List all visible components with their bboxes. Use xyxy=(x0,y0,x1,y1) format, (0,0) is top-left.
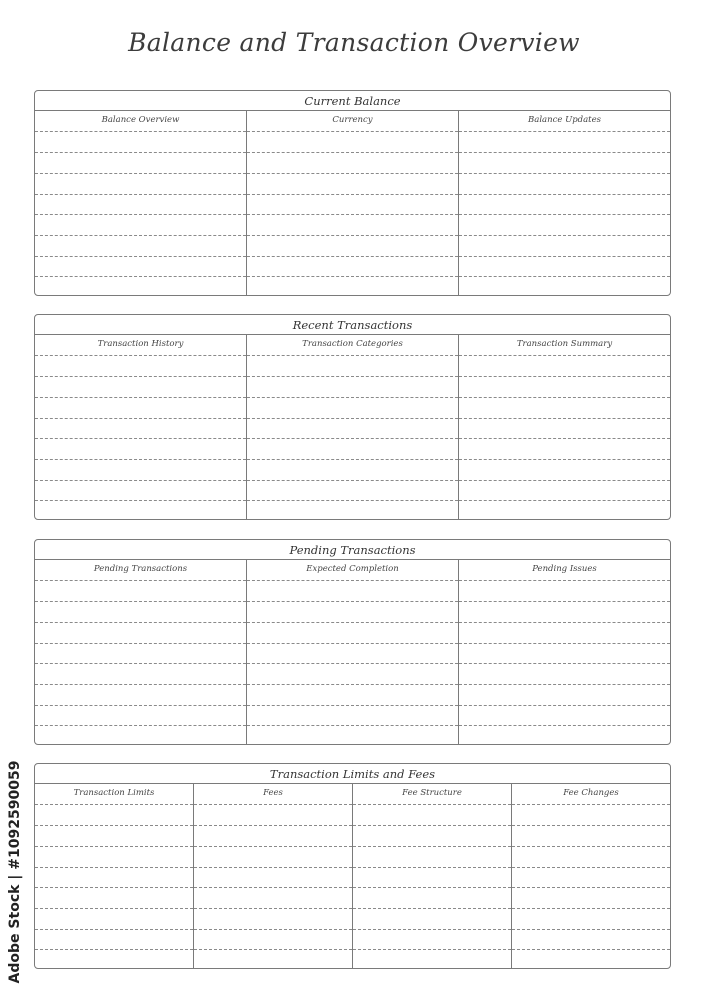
writing-line xyxy=(459,622,670,623)
writing-lines xyxy=(459,111,670,295)
writing-line xyxy=(459,214,670,215)
writing-line xyxy=(35,194,246,195)
writing-line xyxy=(35,622,246,623)
writing-line xyxy=(194,929,352,930)
stock-watermark xyxy=(4,752,26,992)
writing-line xyxy=(247,214,458,215)
writing-line xyxy=(247,173,458,174)
writing-line xyxy=(247,705,458,706)
writing-line xyxy=(459,580,670,581)
writing-line xyxy=(512,929,670,930)
writing-line xyxy=(35,663,246,664)
writing-line xyxy=(194,867,352,868)
writing-line xyxy=(512,867,670,868)
column xyxy=(247,560,459,744)
writing-line xyxy=(512,887,670,888)
writing-line xyxy=(35,418,246,419)
writing-line xyxy=(35,867,193,868)
writing-line xyxy=(35,355,246,356)
column-header: Pending Issues xyxy=(532,564,597,574)
writing-line xyxy=(353,887,511,888)
writing-line xyxy=(353,949,511,950)
writing-line xyxy=(247,194,458,195)
writing-line xyxy=(247,500,458,501)
column-header: Fee Changes xyxy=(563,788,619,798)
writing-lines xyxy=(35,335,246,519)
writing-line xyxy=(247,725,458,726)
writing-line xyxy=(459,459,670,460)
section-title: Current Balance xyxy=(35,91,670,111)
writing-line xyxy=(353,804,511,805)
writing-lines xyxy=(247,335,458,519)
writing-line xyxy=(247,152,458,153)
writing-line xyxy=(247,256,458,257)
writing-line xyxy=(459,480,670,481)
column-header: Fee Structure xyxy=(402,788,462,798)
writing-line xyxy=(35,949,193,950)
writing-line xyxy=(35,684,246,685)
writing-line xyxy=(512,846,670,847)
writing-line xyxy=(35,825,193,826)
writing-lines xyxy=(247,560,458,744)
writing-line xyxy=(459,500,670,501)
writing-line xyxy=(247,480,458,481)
writing-line xyxy=(459,235,670,236)
column xyxy=(35,560,247,744)
writing-line xyxy=(35,276,246,277)
writing-line xyxy=(194,949,352,950)
writing-line xyxy=(459,131,670,132)
writing-lines xyxy=(35,784,193,968)
writing-line xyxy=(35,601,246,602)
column xyxy=(247,335,459,519)
writing-line xyxy=(459,601,670,602)
writing-line xyxy=(35,908,193,909)
writing-line xyxy=(353,825,511,826)
writing-line xyxy=(247,131,458,132)
writing-line xyxy=(35,725,246,726)
writing-line xyxy=(194,908,352,909)
section-transaction-limits-fees xyxy=(34,763,671,969)
writing-line xyxy=(35,397,246,398)
writing-line xyxy=(247,663,458,664)
writing-line xyxy=(247,376,458,377)
writing-line xyxy=(35,438,246,439)
writing-line xyxy=(35,376,246,377)
writing-line xyxy=(512,825,670,826)
writing-line xyxy=(35,846,193,847)
writing-line xyxy=(247,580,458,581)
writing-lines xyxy=(194,784,352,968)
writing-line xyxy=(459,663,670,664)
writing-line xyxy=(353,846,511,847)
section-title: Recent Transactions xyxy=(35,315,670,335)
column xyxy=(459,111,670,295)
writing-line xyxy=(35,643,246,644)
column-header: Balance Updates xyxy=(528,115,601,125)
column xyxy=(247,111,459,295)
writing-line xyxy=(512,908,670,909)
writing-line xyxy=(247,438,458,439)
column-header: Currency xyxy=(332,115,373,125)
writing-line xyxy=(247,276,458,277)
writing-line xyxy=(35,580,246,581)
writing-lines xyxy=(353,784,511,968)
writing-line xyxy=(459,376,670,377)
column xyxy=(194,784,353,968)
writing-line xyxy=(459,276,670,277)
writing-line xyxy=(35,131,246,132)
writing-lines xyxy=(512,784,670,968)
column xyxy=(35,111,247,295)
writing-line xyxy=(459,643,670,644)
writing-line xyxy=(194,887,352,888)
writing-line xyxy=(35,173,246,174)
column xyxy=(353,784,512,968)
column-header: Transaction History xyxy=(97,339,184,349)
writing-line xyxy=(459,438,670,439)
writing-line xyxy=(459,355,670,356)
watermark-text: Adobe Stock | #1092590059 xyxy=(7,760,23,984)
writing-line xyxy=(35,152,246,153)
column-header: Transaction Summary xyxy=(516,339,613,349)
section-title: Transaction Limits and Fees xyxy=(35,764,670,784)
writing-line xyxy=(353,867,511,868)
writing-line xyxy=(459,152,670,153)
writing-line xyxy=(35,214,246,215)
writing-line xyxy=(35,929,193,930)
writing-line xyxy=(35,887,193,888)
writing-line xyxy=(35,804,193,805)
column-header: Pending Transactions xyxy=(93,564,188,574)
section-title: Pending Transactions xyxy=(35,540,670,560)
writing-line xyxy=(459,684,670,685)
writing-line xyxy=(247,418,458,419)
column-header: Transaction Limits xyxy=(73,788,155,798)
writing-line xyxy=(247,235,458,236)
writing-line xyxy=(194,804,352,805)
writing-line xyxy=(512,949,670,950)
writing-line xyxy=(459,173,670,174)
column xyxy=(459,560,670,744)
writing-line xyxy=(512,804,670,805)
writing-line xyxy=(459,725,670,726)
writing-line xyxy=(35,256,246,257)
column-header: Expected Completion xyxy=(306,564,399,574)
writing-line xyxy=(35,235,246,236)
section-current-balance xyxy=(34,90,671,296)
column xyxy=(512,784,670,968)
column xyxy=(35,784,194,968)
column xyxy=(459,335,670,519)
page-title: Balance and Transaction Overview xyxy=(128,28,580,57)
section-recent-transactions xyxy=(34,314,671,520)
writing-line xyxy=(353,929,511,930)
writing-line xyxy=(459,418,670,419)
column-header: Fees xyxy=(263,788,283,798)
section-pending-transactions xyxy=(34,539,671,745)
writing-lines xyxy=(35,560,246,744)
writing-line xyxy=(247,355,458,356)
writing-line xyxy=(247,601,458,602)
writing-line xyxy=(247,622,458,623)
writing-lines xyxy=(459,560,670,744)
writing-line xyxy=(35,705,246,706)
writing-line xyxy=(247,643,458,644)
column-header: Balance Overview xyxy=(101,115,180,125)
writing-line xyxy=(459,705,670,706)
writing-line xyxy=(247,684,458,685)
writing-line xyxy=(35,459,246,460)
writing-line xyxy=(35,480,246,481)
writing-line xyxy=(247,397,458,398)
writing-line xyxy=(459,397,670,398)
writing-lines xyxy=(459,335,670,519)
column-header: Transaction Categories xyxy=(302,339,403,349)
writing-line xyxy=(247,459,458,460)
writing-line xyxy=(194,846,352,847)
writing-lines xyxy=(35,111,246,295)
writing-line xyxy=(353,908,511,909)
writing-line xyxy=(459,256,670,257)
writing-line xyxy=(194,825,352,826)
column xyxy=(35,335,247,519)
writing-line xyxy=(35,500,246,501)
writing-lines xyxy=(247,111,458,295)
writing-line xyxy=(459,194,670,195)
